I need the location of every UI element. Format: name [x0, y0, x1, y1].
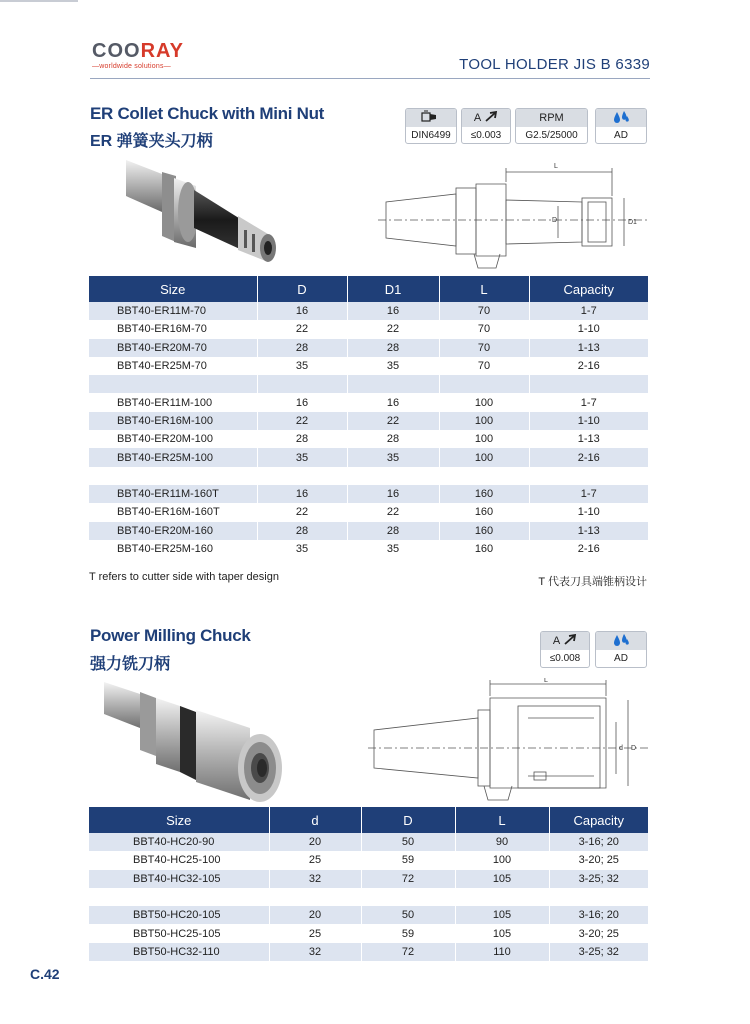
cell-capacity: 2-16 — [577, 543, 600, 555]
cell-d: 35 — [257, 357, 347, 375]
cell-capacity: 1-7 — [580, 396, 597, 409]
cell-size: BBT40-ER11M-70 — [89, 302, 257, 320]
top-edge-rule — [0, 0, 78, 2]
er-collet-chuck-photo — [118, 150, 288, 268]
cell-d-small: 20 — [269, 906, 361, 924]
cell-d-large: 72 — [361, 870, 455, 888]
cell-capacity: 3-20; 25 — [578, 854, 619, 867]
cell-d: 16 — [257, 485, 347, 503]
cell-l: 160 — [439, 485, 529, 503]
col-header-d1: D1 — [347, 276, 439, 302]
cell-size: BBT40-HC20-90 — [89, 833, 269, 851]
cell-l: 100 — [439, 412, 529, 430]
badge-coolant-value: AD — [614, 652, 628, 664]
cell-d: 35 — [257, 448, 347, 466]
cell-l: 160 — [439, 503, 529, 521]
collet-icon — [420, 110, 442, 127]
note-taper-cn: T 代表刀具端锥柄设计 — [538, 576, 647, 588]
cell-d-small: 25 — [269, 851, 361, 869]
cell-d: 35 — [257, 540, 347, 558]
runout-arrow-icon — [484, 111, 498, 126]
cell-size: BBT50-HC25-105 — [89, 924, 269, 942]
badge-runout-1 — [461, 108, 511, 144]
cell-capacity: 1-7 — [529, 302, 648, 320]
table-row — [89, 906, 648, 924]
cell-capacity: 1-13 — [529, 522, 648, 540]
col-header-l: L — [439, 276, 529, 302]
cell-d1: 22 — [347, 503, 439, 521]
col-header-d-large: D — [361, 807, 455, 833]
table-row — [89, 851, 648, 869]
page-number: C.42 — [30, 966, 60, 982]
power-milling-chuck-table — [89, 807, 648, 961]
power-milling-chuck-photo — [100, 676, 290, 804]
table-header-row — [89, 807, 648, 833]
cell-d-large: 50 — [361, 833, 455, 851]
er-collet-chuck-drawing — [378, 158, 650, 276]
cell-d-small: 25 — [269, 924, 361, 942]
cell-d: 22 — [257, 412, 347, 430]
cell-l: 100 — [439, 448, 529, 466]
cell-capacity: 1-13 — [577, 433, 600, 446]
cell-size: BBT40-ER20M-160 — [89, 522, 257, 540]
cell-size: BBT40-HC32-105 — [89, 870, 269, 888]
cell-size: BBT50-HC32-110 — [89, 943, 269, 961]
cell-d1: 16 — [347, 485, 439, 503]
logo-text-b: RAY — [140, 40, 184, 62]
badge-runout-value: ≤0.008 — [549, 652, 581, 664]
cell-capacity: 3-20; 25 — [578, 927, 619, 940]
cell-l: 90 — [455, 833, 549, 851]
drawing2-label-l: L — [544, 678, 548, 684]
table-row — [89, 540, 648, 558]
cell-l: 70 — [439, 357, 529, 375]
logo-tagline: —worldwide solutions— — [92, 63, 171, 70]
cell-d1: 35 — [347, 357, 439, 375]
cell-size: BBT40-ER25M-100 — [89, 448, 257, 466]
cell-d: 16 — [257, 302, 347, 320]
badge-din-value: DIN6499 — [411, 129, 451, 141]
col-header-capacity: Capacity — [549, 807, 648, 833]
cell-d: 16 — [257, 393, 347, 411]
section2-title-cn: 强力铣刀柄 — [90, 656, 171, 673]
cell-capacity: 2-16 — [529, 448, 648, 466]
cell-d: 28 — [257, 522, 347, 540]
table-row — [89, 503, 648, 521]
table-header-row — [89, 276, 648, 302]
cell-size: BBT50-HC20-105 — [89, 906, 269, 924]
cell-size: BBT40-ER11M-160T — [89, 485, 257, 503]
cell-d1: 35 — [347, 540, 439, 558]
cell-d-large: 50 — [361, 906, 455, 924]
drawing1-label-l: L — [554, 163, 558, 170]
cell-d-large: 59 — [361, 851, 455, 869]
drawing2-label-d-small: d — [619, 745, 623, 752]
cell-l: 100 — [439, 393, 529, 411]
badge-coolant-1 — [595, 108, 647, 144]
cell-l: 110 — [455, 943, 549, 961]
cell-d: 22 — [257, 320, 347, 338]
badge-din6499 — [405, 108, 457, 144]
table-row — [89, 393, 648, 411]
table-row — [89, 430, 648, 448]
cell-capacity: 3-16; 20 — [549, 833, 648, 851]
cell-l: 105 — [455, 870, 549, 888]
cooray-logo — [92, 40, 204, 76]
col-header-d-small: d — [269, 807, 361, 833]
drawing2-label-d-large: D — [631, 745, 637, 752]
cell-capacity: 1-10 — [529, 412, 648, 430]
cell-capacity: 1-10 — [577, 323, 600, 336]
section2-title-en: Power Milling Chuck — [90, 626, 251, 645]
cell-size: BBT40-ER20M-100 — [89, 430, 257, 448]
coolant-drops-icon — [612, 633, 630, 650]
cell-d1: 28 — [347, 339, 439, 357]
cell-size: BBT40-ER16M-70 — [89, 320, 257, 338]
table-row — [89, 485, 648, 503]
cell-d1: 28 — [347, 522, 439, 540]
note-taper-en: T refers to cutter side with taper design — [89, 571, 279, 583]
cell-size: BBT40-HC25-100 — [89, 851, 269, 869]
cell-d1: 22 — [347, 320, 439, 338]
logo-text-a: COO — [92, 40, 141, 62]
table-row — [89, 320, 648, 338]
cell-l: 100 — [455, 851, 549, 869]
er-collet-chuck-table — [89, 276, 648, 558]
cell-l: 70 — [439, 302, 529, 320]
table-row — [89, 522, 648, 540]
table-row — [89, 943, 648, 961]
cell-d: 28 — [257, 339, 347, 357]
cell-d: 22 — [257, 503, 347, 521]
table-row — [89, 870, 648, 888]
section1-title-en: ER Collet Chuck with Mini Nut — [90, 104, 325, 123]
cell-l: 105 — [455, 906, 549, 924]
table-row — [89, 339, 648, 357]
cell-d1: 28 — [347, 430, 439, 448]
cell-l: 70 — [439, 320, 529, 338]
cell-l: 105 — [455, 924, 549, 942]
col-header-size: Size — [89, 807, 269, 833]
col-header-l: L — [455, 807, 549, 833]
table-spacer-row — [89, 467, 648, 485]
cell-size: BBT40-ER11M-100 — [89, 393, 257, 411]
cell-d: 28 — [257, 430, 347, 448]
table-row — [89, 357, 648, 375]
col-header-d: D — [257, 276, 347, 302]
cell-size: BBT40-ER20M-70 — [89, 339, 257, 357]
cell-d1: 22 — [347, 412, 439, 430]
cell-capacity: 1-10 — [577, 506, 600, 519]
cell-d-small: 20 — [269, 833, 361, 851]
table-row — [89, 412, 648, 430]
section1-title-cn: ER 弹簧夹头刀柄 — [90, 133, 213, 150]
power-milling-chuck-drawing — [368, 678, 650, 802]
badge-rpm-value: G2.5/25000 — [525, 129, 578, 141]
cell-l: 160 — [439, 540, 529, 558]
badge-rpm-label: RPM — [516, 109, 587, 127]
table-row — [89, 448, 648, 466]
badge-runout-label: A — [552, 635, 561, 647]
document-title: TOOL HOLDER JIS B 6339 — [459, 56, 650, 73]
drawing1-label-d1: D1 — [628, 219, 637, 226]
col-header-capacity: Capacity — [529, 276, 648, 302]
table-row — [89, 833, 648, 851]
cell-l: 70 — [439, 339, 529, 357]
cell-size: BBT40-ER25M-70 — [89, 357, 257, 375]
badge-coolant-value: AD — [614, 129, 628, 141]
cell-capacity: 1-7 — [529, 485, 648, 503]
cell-capacity: 1-13 — [529, 339, 648, 357]
drawing1-label-d: D — [552, 217, 558, 224]
table-spacer-row — [89, 375, 648, 393]
header-divider — [90, 78, 650, 79]
cell-d1: 16 — [347, 302, 439, 320]
table-row — [89, 924, 648, 942]
table-row — [89, 302, 648, 320]
cell-capacity: 3-25; 32 — [549, 870, 648, 888]
col-header-size: Size — [89, 276, 257, 302]
cell-d-large: 72 — [361, 943, 455, 961]
cell-capacity: 2-16 — [577, 360, 600, 373]
cell-capacity: 3-25; 32 — [549, 943, 648, 961]
cell-d-small: 32 — [269, 943, 361, 961]
badge-runout-value: ≤0.003 — [470, 129, 502, 141]
coolant-drops-icon — [612, 110, 630, 127]
cell-size: BBT40-ER16M-160T — [89, 503, 257, 521]
badge-coolant-2 — [595, 631, 647, 668]
cell-capacity: 3-16; 20 — [549, 906, 648, 924]
runout-arrow-icon — [563, 634, 577, 649]
cell-d-large: 59 — [361, 924, 455, 942]
cell-size: BBT40-ER16M-100 — [89, 412, 257, 430]
table-spacer-row — [89, 888, 648, 906]
cell-l: 100 — [439, 430, 529, 448]
cell-d-small: 32 — [269, 870, 361, 888]
badge-runout-2 — [540, 631, 590, 668]
badge-rpm — [515, 108, 588, 144]
cell-l: 160 — [439, 522, 529, 540]
badge-runout-label: A — [473, 112, 482, 124]
cell-d1: 35 — [347, 448, 439, 466]
cell-d1: 16 — [347, 393, 439, 411]
cell-size: BBT40-ER25M-160 — [89, 540, 257, 558]
